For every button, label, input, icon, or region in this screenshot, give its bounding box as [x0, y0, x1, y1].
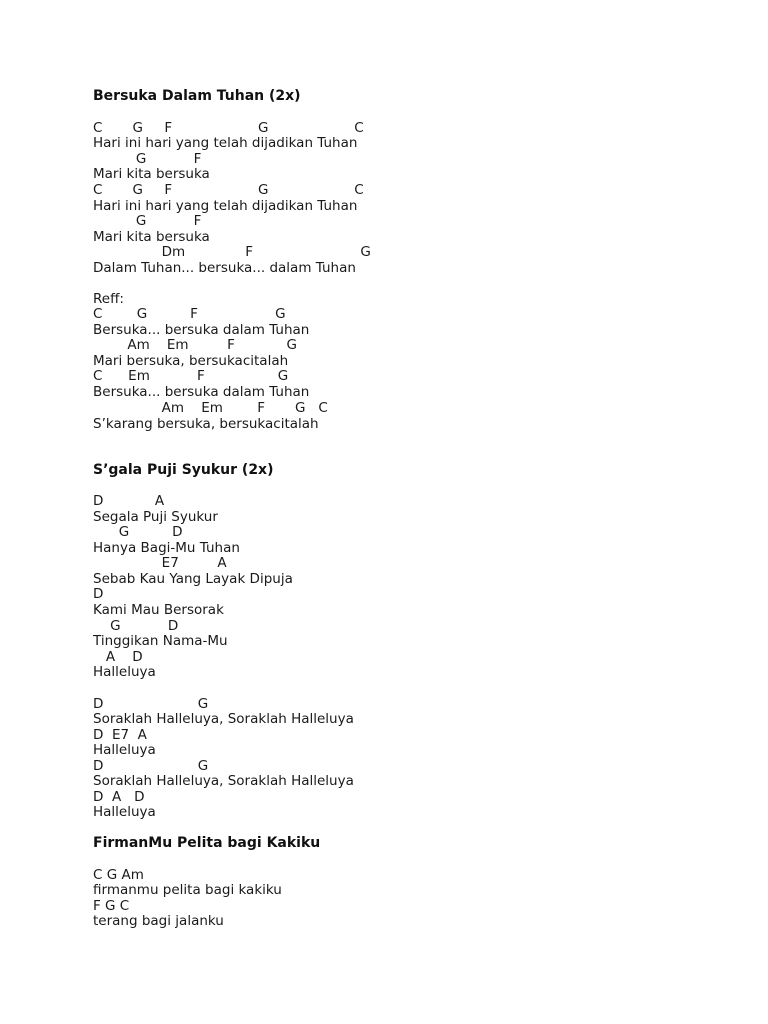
- chord-line: G F: [93, 213, 202, 229]
- song-title: Bersuka Dalam Tuhan (2x): [93, 88, 301, 104]
- chord-line: D G: [93, 758, 209, 774]
- chord-line: G F: [93, 151, 202, 167]
- lyric-line: Mari kita bersuka: [93, 229, 210, 245]
- chord-line: Am Em F G C: [93, 400, 328, 416]
- lyric-line: Halleluya: [93, 664, 156, 680]
- lyric-line: Bersuka... bersuka dalam Tuhan: [93, 322, 310, 338]
- lyric-line: Segala Puji Syukur: [93, 509, 218, 525]
- chord-line: D A: [93, 493, 165, 509]
- chord-line: C G F G C: [93, 120, 364, 136]
- lyric-line: Bersuka... bersuka dalam Tuhan: [93, 384, 310, 400]
- chord-line: D A D: [93, 789, 145, 805]
- lyric-line: Dalam Tuhan... bersuka... dalam Tuhan: [93, 260, 356, 276]
- chord-line: C G F G: [93, 306, 286, 322]
- chord-line: G D: [93, 618, 179, 634]
- chord-line: A D: [93, 649, 143, 665]
- lyric-line: Sebab Kau Yang Layak Dipuja: [93, 571, 293, 587]
- song-title: FirmanMu Pelita bagi Kakiku: [93, 835, 321, 851]
- lyric-line: Soraklah Halleluya, Soraklah Halleluya: [93, 773, 354, 789]
- lyric-line: Hanya Bagi-Mu Tuhan: [93, 540, 240, 556]
- lyric-line: Tinggikan Nama-Mu: [93, 633, 228, 649]
- chord-line: E7 A: [93, 555, 227, 571]
- lyric-line: terang bagi jalanku: [93, 913, 224, 929]
- lyric-line: Hari ini hari yang telah dijadikan Tuhan: [93, 198, 358, 214]
- chord-line: D G: [93, 696, 209, 712]
- lyric-line: Kami Mau Bersorak: [93, 602, 224, 618]
- lyric-line: Halleluya: [93, 804, 156, 820]
- chord-line: C G F G C: [93, 182, 364, 198]
- chord-line: C Em F G: [93, 368, 289, 384]
- lyric-line: Halleluya: [93, 742, 156, 758]
- section-label: Reff:: [93, 291, 124, 307]
- song-title: S’gala Puji Syukur (2x): [93, 462, 274, 478]
- lyric-line: Soraklah Halleluya, Soraklah Halleluya: [93, 711, 354, 727]
- lyric-line: Mari kita bersuka: [93, 166, 210, 182]
- chord-line: D: [93, 586, 104, 602]
- lyric-line: S’karang bersuka, bersukacitalah: [93, 416, 319, 432]
- chord-line: Am Em F G: [93, 337, 297, 353]
- chord-line: D E7 A: [93, 727, 147, 743]
- chord-line: Dm F G: [93, 244, 371, 260]
- chord-line: G D: [93, 524, 183, 540]
- lyric-line: Hari ini hari yang telah dijadikan Tuhan: [93, 135, 358, 151]
- lyric-line: firmanmu pelita bagi kakiku: [93, 882, 282, 898]
- lyric-line: Mari bersuka, bersukacitalah: [93, 353, 289, 369]
- chord-line: F G C: [93, 898, 130, 914]
- chord-line: C G Am: [93, 867, 144, 883]
